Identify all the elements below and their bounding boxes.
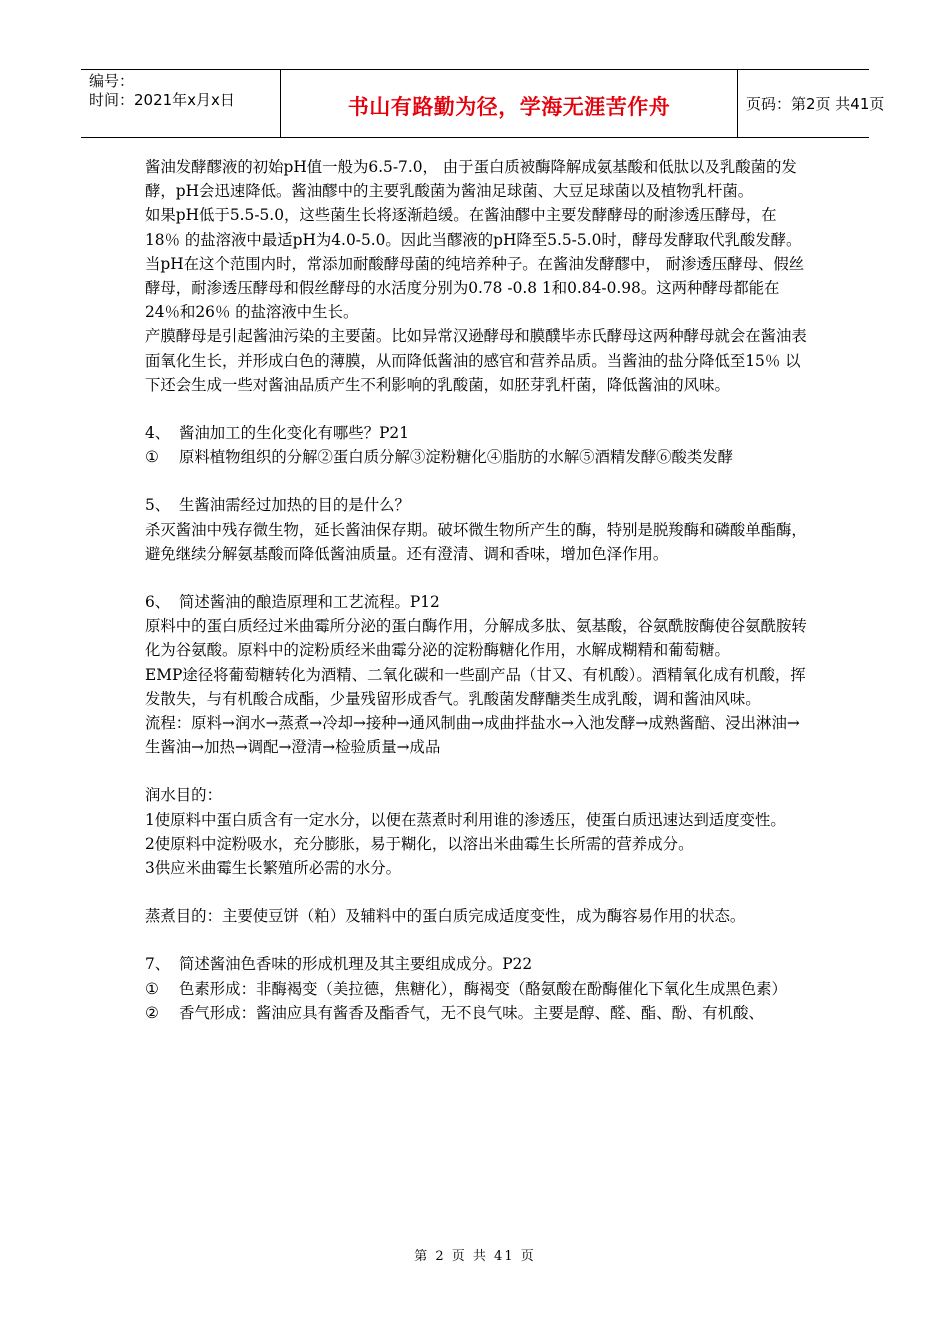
- header-motto: 书山有路勤为径，学海无涯苦作舟: [281, 70, 738, 137]
- answer-6-part1: 原料中的蛋白质经过米曲霉所分泌的蛋白酶作用，分解成多肽、氨基酸，谷氨酰胺酶使谷氨酰胺转化为谷氨酸。原料中的淀粉质经米曲霉分泌的淀粉酶糖化作用，水解成糊精和葡萄糖。: [145, 617, 807, 660]
- question-6: 6、 简述酱油的酿造原理和工艺流程。P12: [145, 590, 811, 614]
- header-page-info: 页码：第2页 共41页: [746, 95, 885, 113]
- steam-purpose: 蒸煮目的：主要使豆饼（粕）及辅料中的蛋白质完成适度变性，成为酶容易作用的状态。: [145, 907, 746, 926]
- date-label: 时间：2021年x月x日: [89, 91, 235, 109]
- question-number: 4、: [145, 424, 171, 443]
- document-body: [145, 155, 811, 1025]
- question-number: 5、: [145, 496, 171, 515]
- answer-7-color: ① 色素形成：非酶褐变（美拉德，焦糖化），酶褐变（酪氨酸在酚酶催化下氧化生成黑色素）: [145, 977, 811, 1001]
- question-number: 7、: [145, 955, 171, 974]
- answer-6-part2: EMP途径将葡萄糖转化为酒精、二氧化碳和一些副产品（甘又、有机酸）。酒精氧化成有机酸，挥发散失，与有机酸合成酯，少量残留形成香气。乳酸菌发酵醣类生成乳酸，调和酱油风味。: [145, 665, 806, 708]
- soak-item: 2使原料中淀粉吸水，充分膨胀，易于糊化，以溶出米曲霉生长所需的营养成分。: [145, 834, 694, 853]
- list-marker: ①: [145, 979, 159, 998]
- list-marker: ①: [145, 448, 159, 467]
- page-footer: 第 2 页 共 41 页: [414, 1249, 536, 1264]
- question-7: 7、 简述酱油色香味的形成机理及其主要组成成分。P22: [145, 952, 811, 976]
- soak-title: 润水目的：: [145, 786, 222, 805]
- list-marker: ②: [145, 1003, 159, 1022]
- question-5: 5、 生酱油需经过加热的目的是什么？: [145, 493, 811, 517]
- paragraph: 当pH在这个范围内时，常添加耐酸酵母菌的纯培养种子。在酱油发酵醪中， 耐渗透压酵母、假丝酵母，耐渗透压酵母和假丝酵母的水活度分别为0.78 -0.8 1和0.84-0.98。这两种酵母都能在24％和26％ 的盐溶液中生长。: [145, 254, 805, 322]
- header-meta: [81, 70, 281, 137]
- question-4: 4、 酱油加工的生化变化有哪些？P21: [145, 421, 811, 445]
- question-number: 6、: [145, 593, 171, 612]
- paragraph: 产膜酵母是引起酱油污染的主要菌。比如异常汉逊酵母和膜醭毕赤氏酵母这两种酵母就会在酱油表面氧化生长，并形成白色的薄膜，从而降低酱油的感官和营养品质。当酱油的盐分降低至15％ 以下还会生成一些对酱油品质产生不利影响的乳酸菌，如胚芽乳杆菌，降低酱油的风味。: [145, 327, 807, 394]
- answer-4: ① 原料植物组织的分解②蛋白质分解③淀粉糖化④脂肪的水解⑤酒精发酵⑥酸类发酵: [145, 445, 811, 469]
- paragraph: 如果pH低于5.5-5.0，这些菌生长将逐渐趋缓。在酱油醪中主要发酵酵母的耐渗透压酵母，在18％ 的盐溶液中最适pH为4.0-5.0。因此当醪液的pH降至5.5-5.0时，酵母发酵取代乳酸发酵。: [145, 206, 802, 249]
- answer-7-aroma: ② 香气形成：酱油应具有酱香及酯香气，无不良气味。主要是醇、醛、酯、酚、有机酸、: [145, 1001, 811, 1025]
- answer-6-process: 流程：原料→润水→蒸煮→冷却→接种→通风制曲→成曲拌盐水→入池发酵→成熟酱醅、浸出淋油→生酱油→加热→调配→澄清→检验质量→成品: [145, 714, 800, 757]
- code-label: 编号：: [89, 72, 135, 90]
- paragraph: 酱油发酵醪液的初始pH值一般为6.5-7.0， 由于蛋白质被酶降解成氨基酸和低肽以及乳酸菌的发酵，pH会迅速降低。酱油醪中的主要乳酸菌为酱油足球菌、大豆足球菌以及植物乳杆菌。: [145, 158, 797, 201]
- answer-5: 杀灭酱油中残存微生物，延长酱油保存期。破坏微生物所产生的酶，特别是脱羧酶和磷酸单酯酶，避免继续分解氨基酸而降低酱油质量。还有澄清、调和香味，增加色泽作用。: [145, 520, 807, 563]
- soak-item: 3供应米曲霉生长繁殖所必需的水分。: [145, 859, 402, 878]
- soak-item: 1使原料中蛋白质含有一定水分，以便在蒸煮时利用谁的渗透压，使蛋白质迅速达到适度变性。: [145, 810, 786, 829]
- page-header: [81, 69, 885, 138]
